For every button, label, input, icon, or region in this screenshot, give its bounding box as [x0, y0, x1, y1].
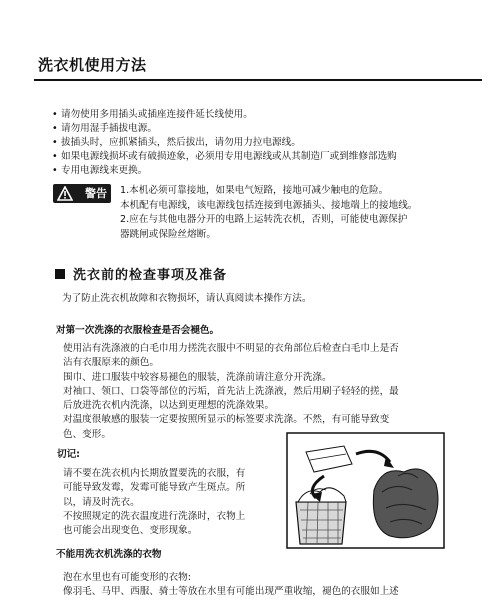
unwashable-line: 像羽毛、马甲、西服、骑士等放在水里有可能出现严重收缩，褪色的衣服如上述 — [63, 586, 399, 598]
note-line: 不按照规定的洗衣温度进行洗涤时，衣物上 — [63, 510, 246, 522]
check-line: 沾有衣服原来的颜色。 — [63, 357, 159, 369]
list-item: • 拔插头时，应抓紧插头，然后拔出，请勿用力拉电源线。 — [52, 136, 472, 150]
section-heading — [55, 264, 227, 283]
check-line: 使用沾有洗涤液的白毛巾用力搓洗衣服中不明显的衣角部位后检查白毛巾上是否 — [63, 343, 399, 354]
unwashable-heading: 不能用洗衣机洗涤的衣物 — [56, 549, 162, 560]
check-paragraph — [63, 342, 463, 442]
list-item: • 如果电源线损坏或有破损迹象，必须用专用电源线或从其制造厂或到维修部选购 — [52, 150, 472, 164]
title-divider — [34, 79, 482, 81]
section-intro: 为了防止洗衣机故障和衣物损坏，请认真阅读本操作方法。 — [62, 293, 312, 304]
unwashable-line: 泡在水里也有可能变形的衣物: — [63, 572, 191, 583]
check-line: 后放进洗衣机内洗涤，以达到更理想的洗涤效果。 — [63, 400, 275, 412]
unwashable-paragraph — [63, 571, 483, 600]
safety-bullet-list — [52, 108, 472, 178]
warning-line: 器跳闸或保险丝熔断。 — [120, 228, 216, 240]
section-heading-text: 洗衣前的检查事项及准备 — [73, 268, 228, 283]
warning-badge — [53, 184, 111, 203]
warning-text — [120, 184, 465, 242]
note-line: 请不要在洗衣机内长期放置要洗的衣服，有 — [63, 468, 246, 479]
warning-label: 警告 — [85, 187, 107, 200]
note-line: 以，请及时洗衣。 — [63, 496, 140, 508]
note-line: 可能导致发霉，发霉可能导致产生斑点。所 — [63, 482, 246, 494]
note-line: 也可能会出现变色、变形现象。 — [63, 525, 198, 537]
section-marker — [55, 269, 65, 279]
warning-triangle-icon — [57, 186, 73, 201]
page-title: 洗衣机使用方法 — [38, 56, 147, 74]
note-paragraph — [63, 467, 278, 538]
check-line: 色、变形。 — [63, 428, 111, 440]
list-item: • 请勿用湿手插拔电源。 — [52, 122, 472, 136]
check-line: 对袖口、领口、口袋等部位的污垢，首先沾上洗涤液，然后用刷子轻轻的搓，最 — [63, 385, 399, 397]
warning-line: 2.应在与其他电器分开的电路上运转洗衣机，否则，可能使电源保护 — [120, 214, 408, 225]
warning-line: 本机配有电源线，该电源线包括连接到电源插头、接地端上的接地线。 — [120, 199, 418, 211]
warning-line: 1.本机必须可靠接地，如果电气短路，接地可减少触电的危险。 — [120, 185, 389, 196]
check-line: 围巾、进口服装中较容易褪色的服装，洗涤前请注意分开洗涤。 — [63, 371, 332, 383]
list-item: • 请勿使用多用插头或插座连接件延长线使用。 — [52, 108, 472, 122]
check-line: 对温度很敏感的服装一定要按照所显示的标签要求洗涤。不然，有可能导致变 — [63, 414, 390, 426]
note-heading: 切记: — [57, 449, 81, 460]
laundry-basket-illustration — [286, 432, 445, 549]
check-heading: 对第一次洗涤的衣服检查是否会褪色。 — [56, 325, 220, 336]
list-item: • 专用电源线来更换。 — [52, 164, 472, 178]
